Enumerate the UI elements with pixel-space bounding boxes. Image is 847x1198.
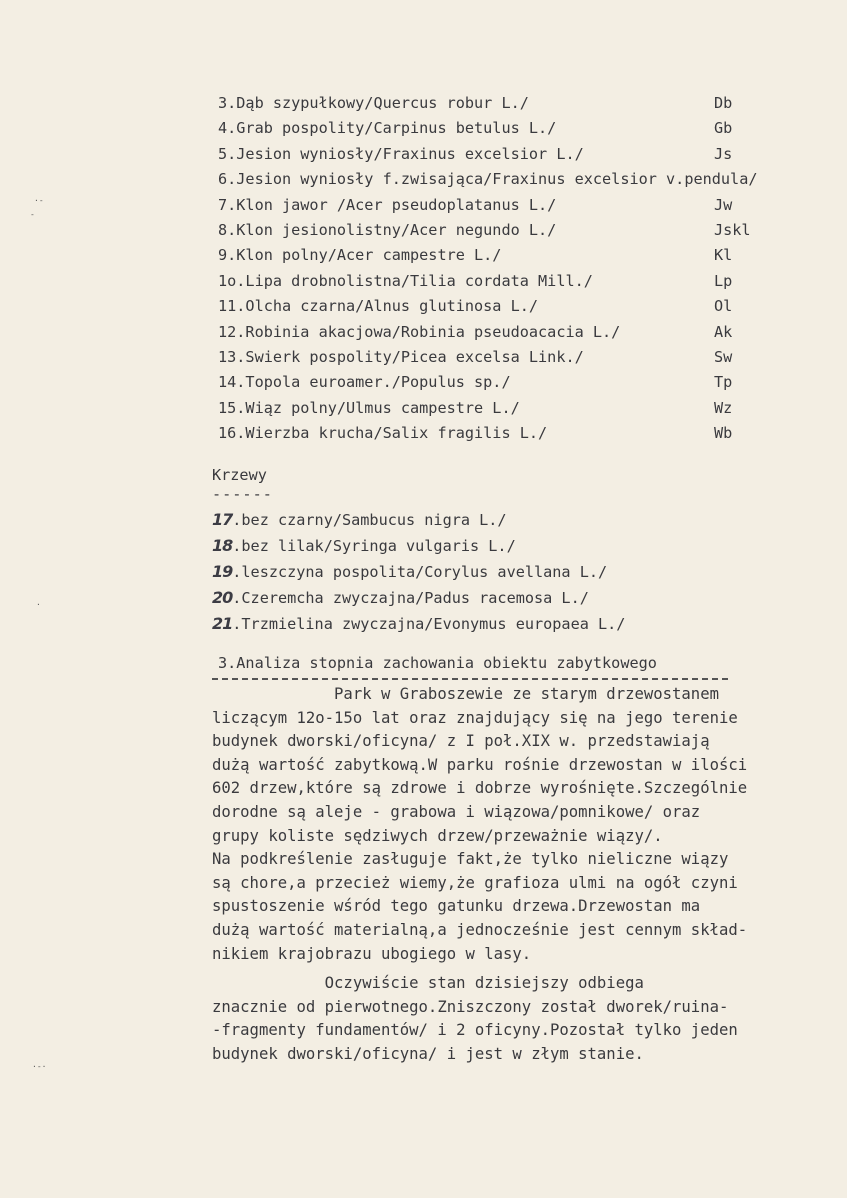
tree-species-name: 16.Wierzba krucha/Salix fragilis L./	[218, 424, 548, 443]
tree-species-name: 11.Olcha czarna/Alnus glutinosa L./	[218, 297, 539, 316]
tree-species-code: Tp	[714, 373, 733, 392]
paragraph-line: są chore,a przecież wiemy,że grafioza ulmi na ogół czyni	[212, 873, 738, 892]
tree-list-item	[218, 145, 778, 163]
shrub-species-name: .Czeremcha zwyczajna/Padus racemosa L./	[232, 589, 589, 607]
paragraph-line: znacznie od pierwotnego.Zniszczony został dworek/ruina-	[212, 997, 729, 1016]
section-heading-underline	[212, 678, 728, 680]
tree-list-item	[218, 399, 778, 417]
tree-species-name: 8.Klon jesionolistny/Acer negundo L./	[218, 221, 557, 239]
tree-species-name: 3.Dąb szypułkowy/Quercus robur L./	[218, 94, 529, 112]
paragraph-line: grupy koliste sędziwych drzew/przeważnie wiązy/.	[212, 826, 663, 845]
paragraph-line: nikiem krajobrazu ubogiego w lasy.	[212, 944, 532, 963]
paragraph-line: spustoszenie wśród tego gatunku drzewa.Drzewostan ma	[212, 897, 701, 916]
paragraph-line: Park w Graboszewie ze starym drzewostanem	[212, 685, 719, 703]
tree-species-name: 12.Robinia akacjowa/Robinia pseudoacacia L./	[218, 322, 621, 341]
shrub-species-name: .bez lilak/Syringa vulgaris L./	[232, 537, 516, 555]
shrubs-heading: Krzewy	[212, 466, 267, 484]
tree-species-name: 14.Topola euroamer./Populus sp./	[218, 373, 511, 392]
shrub-list-item	[212, 614, 772, 632]
tree-species-code: Lp	[714, 271, 733, 290]
tree-species-code: Gb	[714, 119, 733, 138]
shrub-number-handwritten: 18	[212, 536, 233, 555]
shrub-species-name: .bez czarny/Sambucus nigra L./	[232, 511, 507, 529]
tree-list-item	[218, 297, 778, 315]
section-heading: 3.Analiza stopnia zachowania obiektu zabytkowego	[218, 654, 657, 672]
tree-species-name: 13.Swierk pospolity/Picea excelsa Link./	[218, 348, 584, 366]
shrub-list-item	[212, 536, 772, 554]
paragraph-line: Oczywiście stan dzisiejszy odbiega	[212, 974, 644, 993]
tree-list-item	[218, 323, 778, 341]
shrub-list-item	[212, 562, 772, 580]
paragraph-line: -fragmenty fundamentów/ i 2 oficyny.Pozostał tylko jeden	[212, 1021, 738, 1040]
paragraph-line: budynek dworski/oficyna/ z I poł.XIX w. przedstawiają	[212, 732, 710, 751]
shrub-number-handwritten: 17	[212, 510, 233, 529]
tree-species-code: Ak	[714, 322, 733, 341]
tree-list-item	[218, 170, 778, 188]
shrub-species-name: .Trzmielina zwyczajna/Evonymus europaea L./	[232, 615, 626, 633]
tree-list-item	[218, 373, 778, 391]
tree-list-item	[218, 272, 778, 290]
tree-species-name: 6.Jesion wyniosły f.zwisająca/Fraxinus excelsior v.pendula/	[218, 170, 758, 189]
paragraph-line: dużą wartość materialną,a jednocześnie jest cennym skład-	[212, 921, 748, 939]
tree-list-item	[218, 348, 778, 366]
tree-species-code: Ol	[714, 297, 733, 316]
tree-species-code: Wb	[714, 424, 733, 443]
tree-species-code: Js	[714, 144, 733, 163]
shrub-number-handwritten: 20	[212, 588, 233, 607]
tree-list-item	[218, 221, 778, 239]
tree-list-item	[218, 246, 778, 264]
paragraph-line: 602 drzew,które są zdrowe i dobrze wyrośnięte.Szczególnie	[212, 779, 748, 798]
shrub-number-handwritten: 21	[212, 614, 233, 633]
paragraph-line: dużą wartość zabytkową.W parku rośnie drzewostan w ilości	[212, 755, 748, 774]
shrub-species-name: .leszczyna pospolita/Corylus avellana L./	[232, 563, 608, 581]
margin-mark: ·-	[34, 196, 44, 205]
margin-mark: ·	[36, 600, 41, 609]
tree-species-name: 7.Klon jawor /Acer pseudoplatanus L./	[218, 195, 557, 214]
shrubs-heading-underline: ------	[212, 485, 273, 503]
shrub-number-handwritten: 19	[212, 562, 233, 581]
tree-species-code: Jw	[714, 195, 733, 214]
paragraph-line: budynek dworski/oficyna/ i jest w złym stanie.	[212, 1045, 644, 1063]
tree-species-name: 5.Jesion wyniosły/Fraxinus excelsior L./	[218, 144, 584, 163]
margin-mark: ·-·	[32, 1062, 47, 1071]
tree-list-item	[218, 119, 778, 137]
tree-species-name: 4.Grab pospolity/Carpinus betulus L./	[218, 119, 557, 138]
tree-list-item	[218, 94, 778, 112]
tree-species-name: 15.Wiąz polny/Ulmus campestre L./	[218, 398, 520, 417]
tree-species-name: 9.Klon polny/Acer campestre L./	[218, 246, 502, 265]
tree-species-code: Wz	[714, 398, 733, 417]
tree-species-code: Db	[714, 94, 733, 112]
paragraph-line: dorodne są aleje - grabowa i wiązowa/pomnikowe/ oraz	[212, 803, 701, 821]
tree-species-code: Kl	[714, 246, 733, 265]
tree-list-item	[218, 196, 778, 214]
tree-species-code: Jskl	[714, 221, 751, 239]
paragraph-line: liczącym 12o-15o lat oraz znajdujący się na jego terenie	[212, 708, 738, 727]
tree-species-name: 1o.Lipa drobnolistna/Tilia cordata Mill./	[218, 271, 593, 290]
tree-species-code: Sw	[714, 348, 733, 366]
tree-list-item	[218, 424, 778, 442]
shrub-list-item	[212, 510, 772, 528]
margin-mark: -	[30, 210, 35, 219]
shrub-list-item	[212, 588, 772, 606]
paragraph-line: Na podkreślenie zasługuje fakt,że tylko nieliczne wiązy	[212, 850, 729, 869]
